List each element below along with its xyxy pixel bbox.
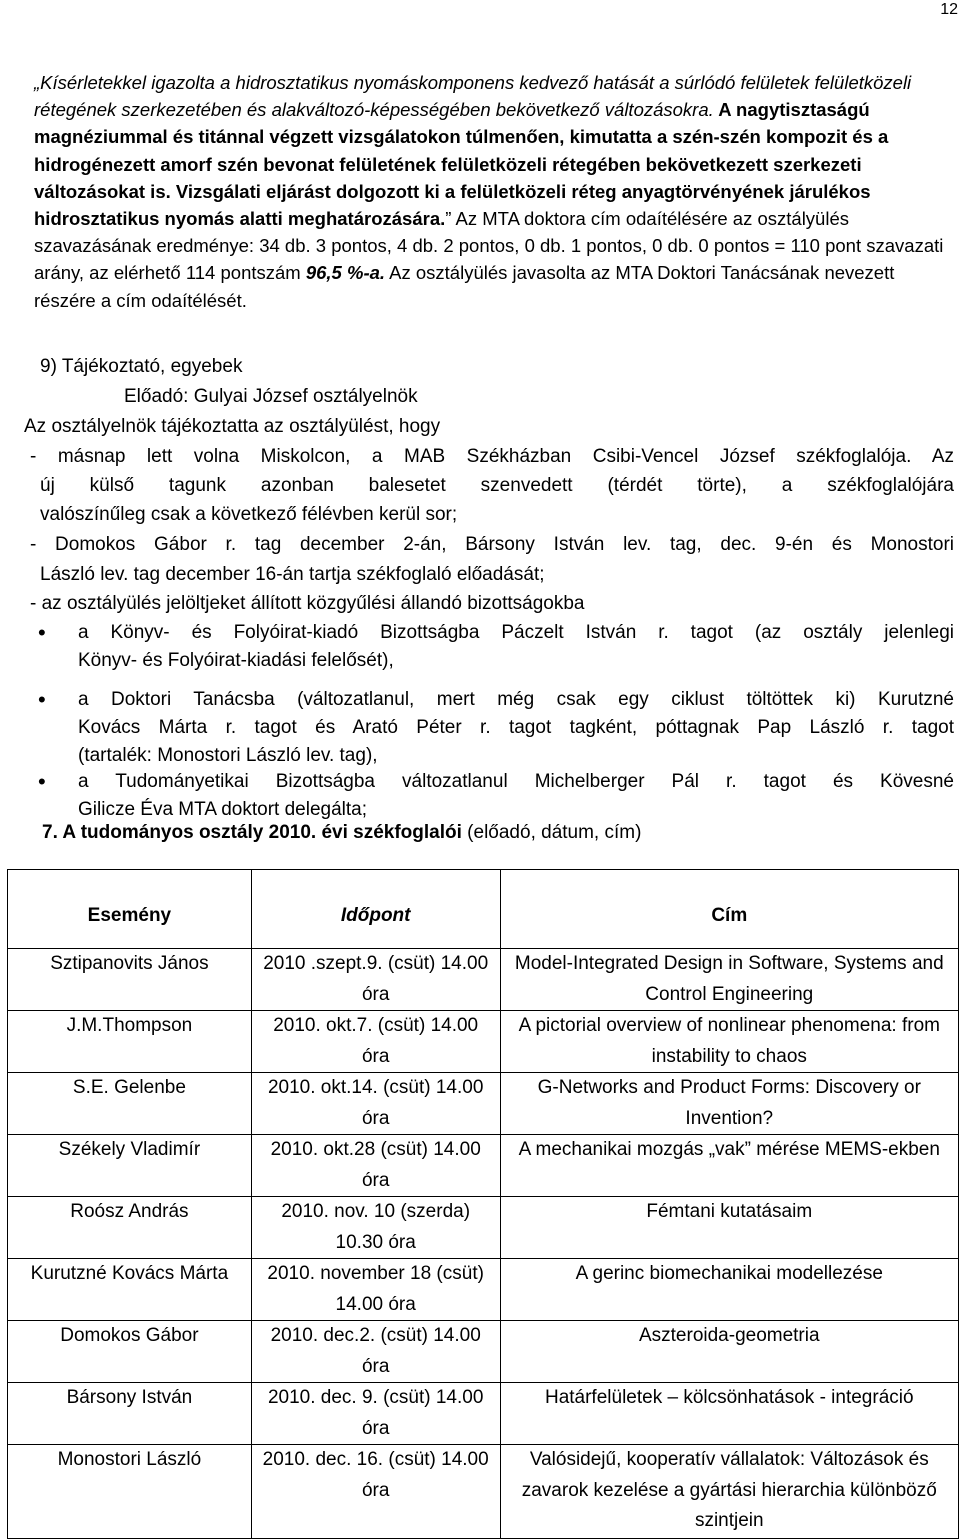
table-row <box>8 1321 959 1383</box>
bullet-3-line-1: a Tudományetikai Bizottságba változatlanul Michelberger Pál r. tagot és Kövesné <box>78 771 954 792</box>
cell-name: Monostori László <box>8 1445 252 1539</box>
item-2-line-1: - Domokos Gábor r. tag december 2-án, Bársony István lev. tag, dec. 9-én és Monostori <box>30 534 954 555</box>
cell-date: 2010. november 18 (csüt) 14.00 óra <box>251 1259 500 1321</box>
cell-name: S.E. Gelenbe <box>8 1073 252 1135</box>
table-header-row <box>8 870 959 949</box>
lecture-schedule-table <box>7 869 959 1539</box>
cell-date: 2010 .szept.9. (csüt) 14.00 óra <box>251 949 500 1011</box>
table-row <box>8 1259 959 1321</box>
cell-date: 2010. nov. 10 (szerda) 10.30 óra <box>251 1197 500 1259</box>
cell-date: 2010. okt.28 (csüt) 14.00 óra <box>251 1135 500 1197</box>
item-1-line-2: új külső tagunk azonban balesetet szenvedett (térdét törte), a székfoglalójára <box>40 475 954 496</box>
quote-text: „Kísérletekkel igazolta a hidrosztatikus nyomáskomponens kedvező hatását a súrlódó felületek felületközeli rétegének szerkezetében és alakváltozó-képességében bekövetkező változásokra. <box>34 72 912 121</box>
header-time: Időpont <box>251 870 500 949</box>
table-row <box>8 1011 959 1073</box>
header-event: Esemény <box>8 870 252 949</box>
table-row <box>8 1445 959 1539</box>
cell-title: Valósidejű, kooperatív vállalatok: Változások és zavarok kezelése a gyártási hierarchia különböző szintjein <box>500 1445 958 1539</box>
cell-name: Roósz András <box>8 1197 252 1259</box>
header-title: Cím <box>500 870 958 949</box>
cell-title: A gerinc biomechanikai modellezése <box>500 1259 958 1321</box>
bullet-1-line-2: Könyv- és Folyóirat-kiadási felelősét), <box>78 650 394 671</box>
bullet-1-line-1: a Könyv- és Folyóirat-kiadó Bizottságba Páczelt István r. tagot (az osztály jelenlegi <box>78 622 954 643</box>
section-9-heading: 9) Tájékoztató, egyebek <box>40 356 243 377</box>
item-2-line-2: László lev. tag december 16-án tartja székfoglaló előadását; <box>40 564 545 585</box>
item-1-line-3: valószínűleg csak a következő félévben kerül sor; <box>40 504 458 525</box>
bullet-icon: • <box>38 687 46 712</box>
resolution-paragraph <box>34 69 944 314</box>
cell-title: A mechanikai mozgás „vak” mérése MEMS-ekben <box>500 1135 958 1197</box>
table-row <box>8 949 959 1011</box>
vote-percentage: 96,5 %-a. <box>305 262 386 284</box>
cell-title: A pictorial overview of nonlinear phenomena: from instability to chaos <box>500 1011 958 1073</box>
cell-name: Kurutzné Kovács Márta <box>8 1259 252 1321</box>
presenter-line: Előadó: Gulyai József osztályelnök <box>124 386 418 407</box>
section-7-title: 7. A tudományos osztály 2010. évi székfoglalói <box>42 822 462 843</box>
table-row <box>8 1197 959 1259</box>
cell-name: Bársony István <box>8 1383 252 1445</box>
cell-name: Domokos Gábor <box>8 1321 252 1383</box>
item-1-line-1: - másnap lett volna Miskolcon, a MAB Székházban Csibi-Vencel József székfoglalója. Az <box>30 446 954 467</box>
cell-title: G-Networks and Product Forms: Discovery or Invention? <box>500 1073 958 1135</box>
page-number: 12 <box>940 1 958 18</box>
cell-title: Határfelületek – kölcsönhatások - integráció <box>500 1383 958 1445</box>
cell-title: Model-Integrated Design in Software, Systems and Control Engineering <box>500 949 958 1011</box>
cell-date: 2010. okt.7. (csüt) 14.00 óra <box>251 1011 500 1073</box>
cell-date: 2010. dec.2. (csüt) 14.00 óra <box>251 1321 500 1383</box>
bullet-icon: • <box>38 620 46 645</box>
table-row <box>8 1383 959 1445</box>
bullet-3-line-2: Gilicze Éva MTA doktort delegálta; <box>78 799 367 820</box>
cell-name: Székely Vladimír <box>8 1135 252 1197</box>
bullet-icon: • <box>38 769 46 794</box>
table-row <box>8 1073 959 1135</box>
bullet-2-line-3: (tartalék: Monostori László lev. tag), <box>78 745 378 766</box>
bold-text: A nagytisztaságú magnéziummal és titánnal végzett vizsgálatokon túlmenően, kimutatta a szén-szén kompozit és a hidrogénezett amorf szén bevonat felületének felületközeli rétegében bekövetkezett szerkezeti változásokat is. Vizsgálati eljárást dolgozott ki a felületközeli réteg anyagtörvényének járulékos hidrosztatikus nyomás alatti meghatározására. <box>34 99 889 230</box>
section-9-intro: Az osztályelnök tájékoztatta az osztályülést, hogy <box>24 416 441 437</box>
vote-result-text: ” Az MTA doktora cím odaítélésére az osztályülés szavazásának eredménye: 34 db. 3 pontos, 4 db. 2 pontos, 0 db. 1 pontos, 0 db. 0 pontos = 110 pont szavazati arány, az elérhető 114 pontszám <box>34 208 944 284</box>
cell-name: J.M.Thompson <box>8 1011 252 1073</box>
cell-title: Fémtani kutatásaim <box>500 1197 958 1259</box>
cell-title: Aszteroida-geometria <box>500 1321 958 1383</box>
closing-text: Az osztályülés javasolta az MTA Doktori Tanácsának nevezett részére a cím odaítélését. <box>34 262 895 311</box>
section-7-subtitle: (előadó, dátum, cím) <box>461 822 642 843</box>
bullet-2-line-2: Kovács Márta r. tagot és Arató Péter r. tagot tagként, póttagnak Pap László r. tagot <box>78 717 954 738</box>
cell-name: Sztipanovits János <box>8 949 252 1011</box>
section-7-heading <box>42 822 641 844</box>
cell-date: 2010. dec. 9. (csüt) 14.00 óra <box>251 1383 500 1445</box>
table-row <box>8 1135 959 1197</box>
cell-date: 2010. okt.14. (csüt) 14.00 óra <box>251 1073 500 1135</box>
item-3: - az osztályülés jelöltjeket állított közgyűlési állandó bizottságokba <box>30 593 585 614</box>
bullet-2-line-1: a Doktori Tanácsba (változatlanul, mert még csak egy ciklust töltöttek ki) Kurutzné <box>78 689 954 710</box>
cell-date: 2010. dec. 16. (csüt) 14.00 óra <box>251 1445 500 1539</box>
